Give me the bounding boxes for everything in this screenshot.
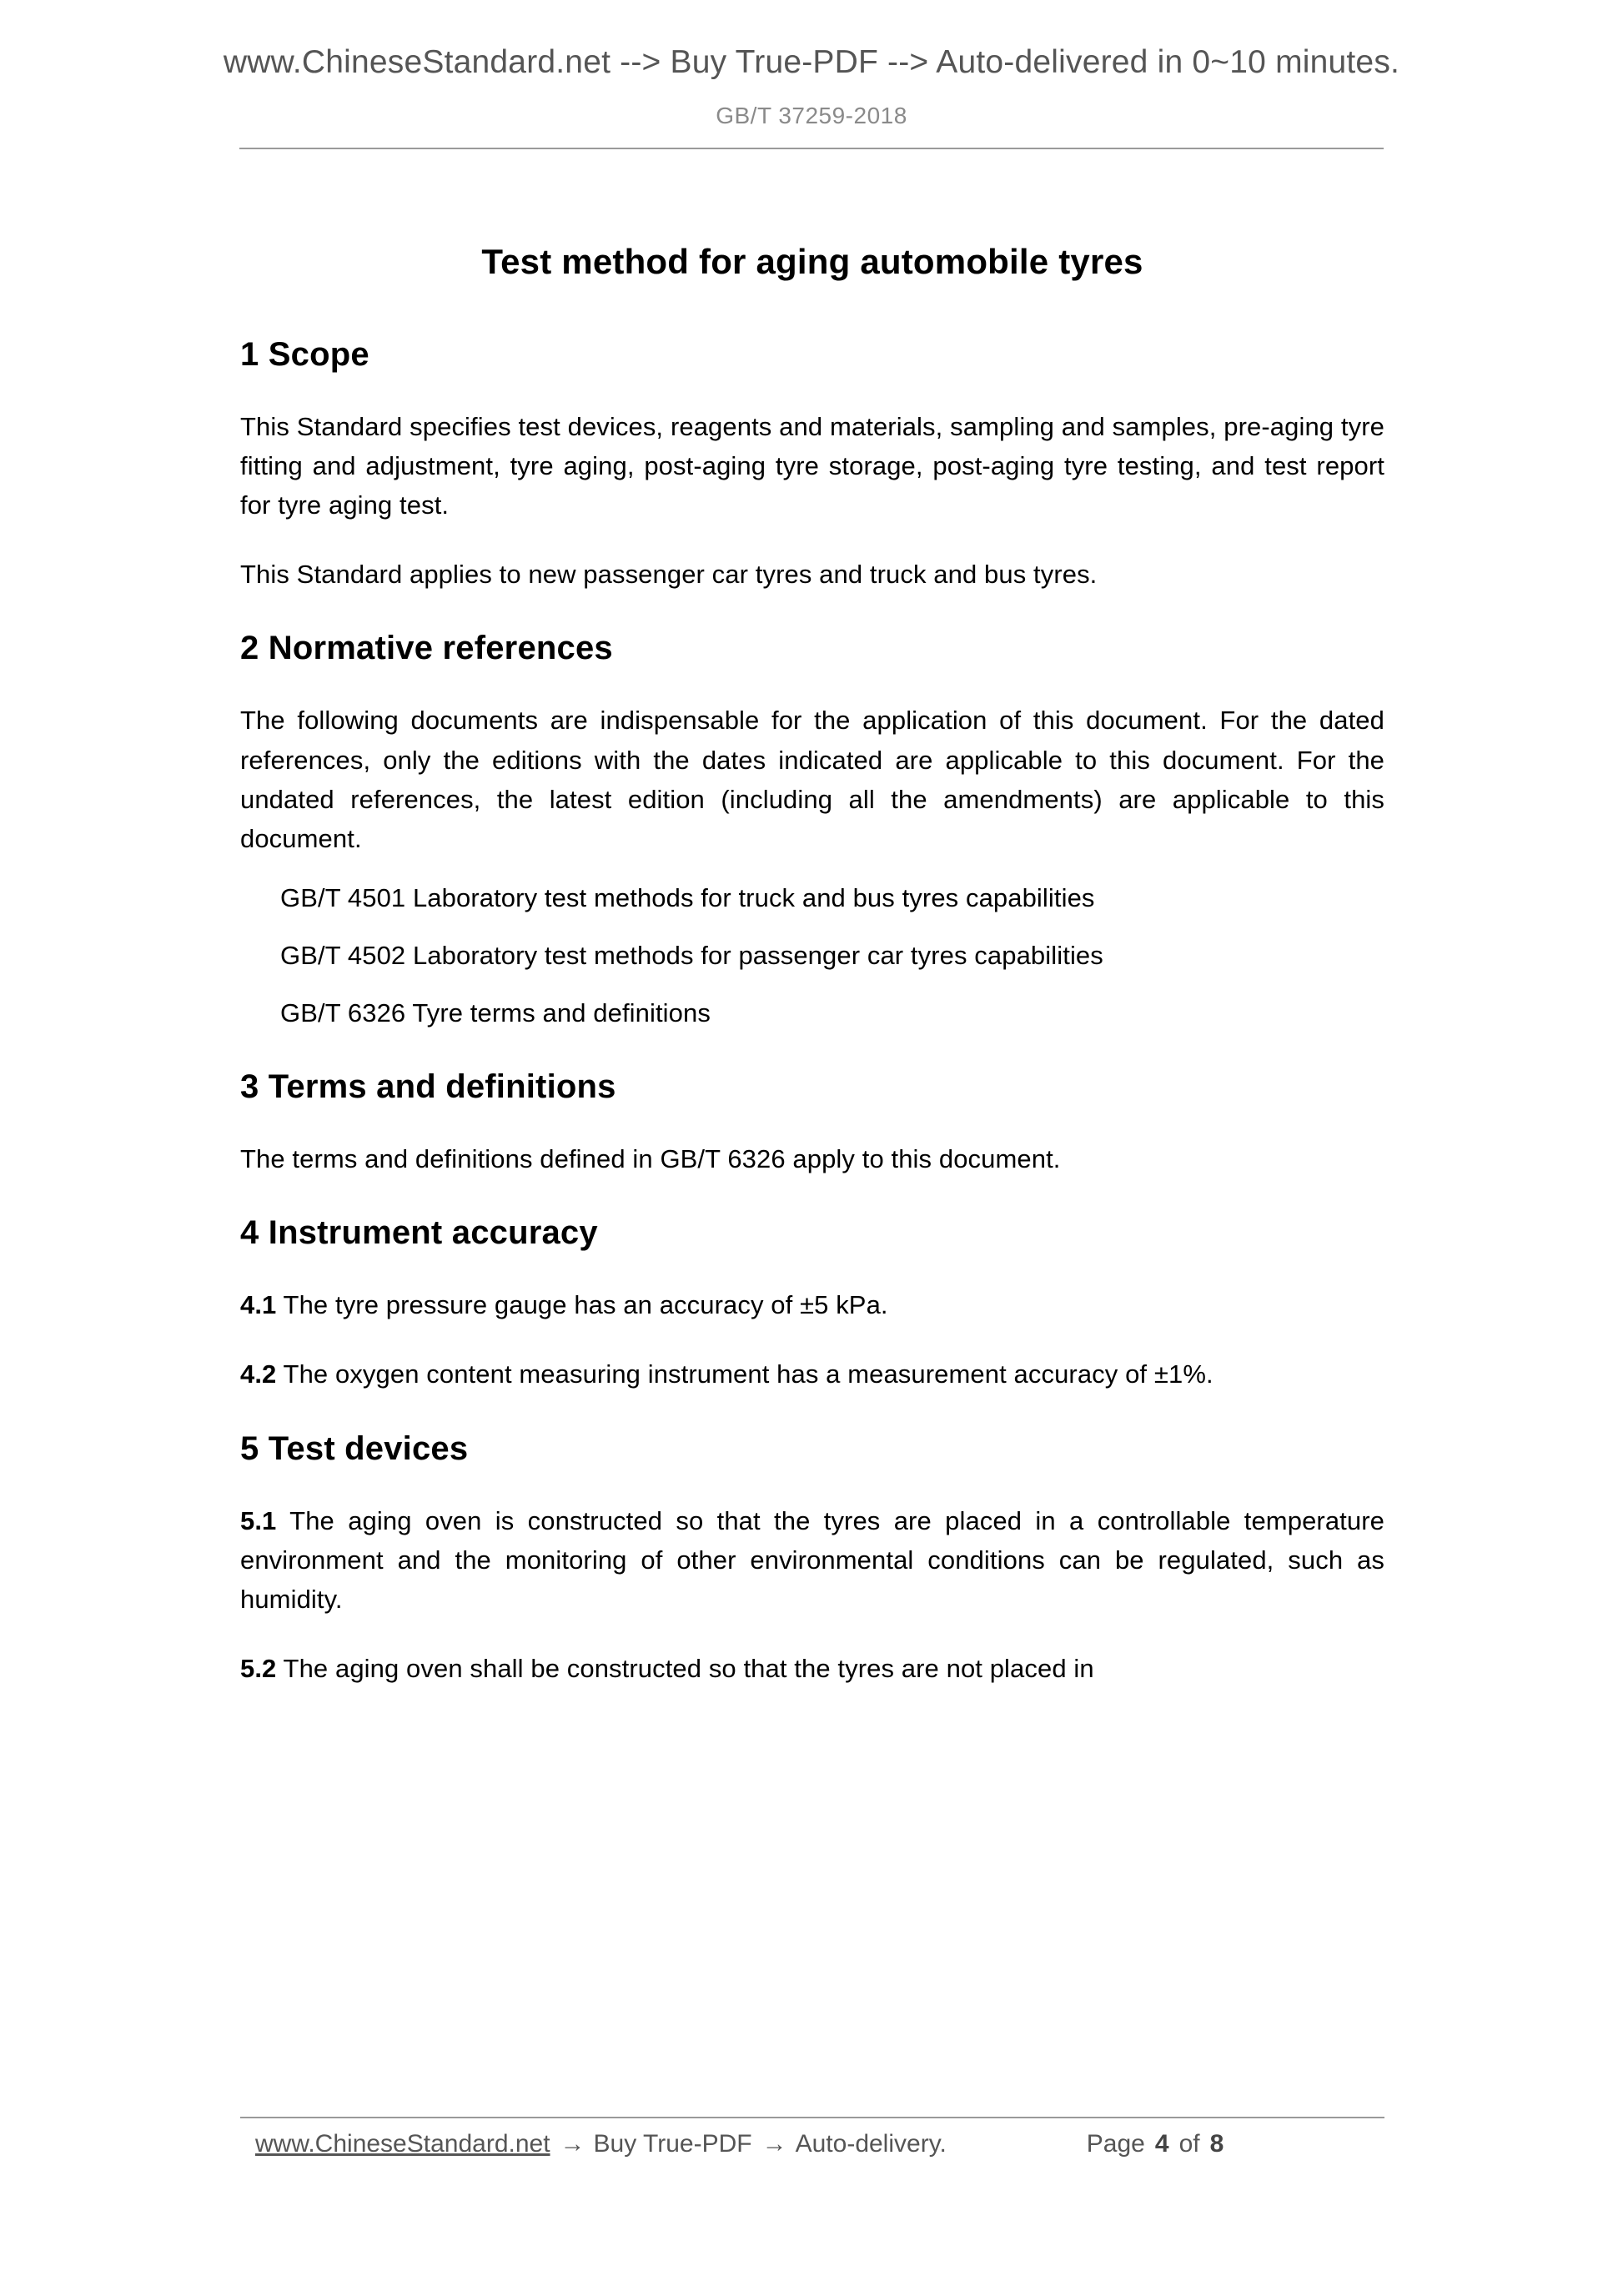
document-body [240, 224, 1384, 1688]
footer-delivery-label: Auto-delivery. [795, 2130, 947, 2158]
header-divider [239, 148, 1384, 149]
scope-paragraph-2: This Standard applies to new passenger car tyres and truck and bus tyres. [240, 560, 1098, 590]
normative-reference-item: GB/T 6326 Tyre terms and definitions [280, 998, 711, 1028]
heading-scope: 1 Scope [240, 336, 369, 373]
total-page-number: 8 [1209, 2130, 1224, 2158]
page-label: Page [1086, 2130, 1145, 2158]
page-title: Test method for aging automobile tyres [481, 242, 1143, 281]
terms-and-definitions-paragraph: The terms and definitions defined in GB/T 6326 apply to this document. [240, 1144, 1061, 1174]
clause-5-2 [240, 1649, 1384, 1688]
header-watermark-text: www.ChineseStandard.net --> Buy True-PDF --> Auto-delivered in 0~10 minutes. [223, 44, 1400, 80]
heading-normative-references: 2 Normative references [240, 630, 613, 667]
clause-5-1 [240, 1501, 1384, 1619]
of-label: of [1178, 2130, 1200, 2158]
clause-text: The tyre pressure gauge has an accuracy of ±5 kPa. [276, 1290, 888, 1320]
page-indicator [1087, 2130, 1224, 2158]
arrow-right-icon: → [560, 2130, 585, 2158]
clause-number: 5.2 [240, 1653, 277, 1683]
clause-4-2 [240, 1354, 1384, 1394]
footer-content [240, 2118, 1384, 2158]
clause-number: 5.1 [240, 1505, 277, 1535]
heading-instrument-accuracy: 4 Instrument accuracy [240, 1214, 598, 1252]
clause-number: 4.2 [240, 1359, 277, 1389]
clause-text: The aging oven shall be constructed so that the tyres are not placed in [276, 1653, 1094, 1683]
current-page-number: 4 [1154, 2130, 1169, 2158]
heading-test-devices: 5 Test devices [240, 1429, 469, 1467]
page-footer [240, 2117, 1384, 2158]
clause-text: The oxygen content measuring instrument has a measurement accuracy of ±1%. [276, 1359, 1213, 1389]
clause-text: The aging oven is constructed so that the tyres are placed in a controllable temperature environment and the monitoring of other environmental conditions can be regulated, such as humidity. [240, 1505, 1384, 1614]
scope-paragraph-1: This Standard specifies test devices, reagents and materials, sampling and samples, pre-aging tyre fitting and adjustment, tyre aging, post-aging tyre storage, post-aging tyre testing, and test report for tyre aging test. [240, 412, 1384, 520]
footer-promo [240, 2130, 947, 2158]
standard-number: GB/T 37259-2018 [716, 102, 907, 128]
arrow-right-icon: → [761, 2130, 787, 2158]
footer-buy-label: Buy True-PDF [593, 2130, 752, 2158]
heading-terms-and-definitions: 3 Terms and definitions [240, 1068, 616, 1106]
normative-references-paragraph: The following documents are indispensable for the application of this document. For the dated references, only the editions with the dates indicated are applicable to this document. For the undated references, the latest edition (including all the amendments) are applicable to this document. [240, 706, 1384, 853]
footer-website-link[interactable]: www.ChineseStandard.net [255, 2130, 550, 2158]
clause-number: 4.1 [240, 1290, 277, 1320]
clause-4-1 [240, 1285, 1384, 1324]
normative-reference-item: GB/T 4501 Laboratory test methods for truck and bus tyres capabilities [280, 882, 1095, 912]
page-header [0, 0, 1623, 149]
normative-reference-item: GB/T 4502 Laboratory test methods for passenger car tyres capabilities [280, 940, 1103, 970]
